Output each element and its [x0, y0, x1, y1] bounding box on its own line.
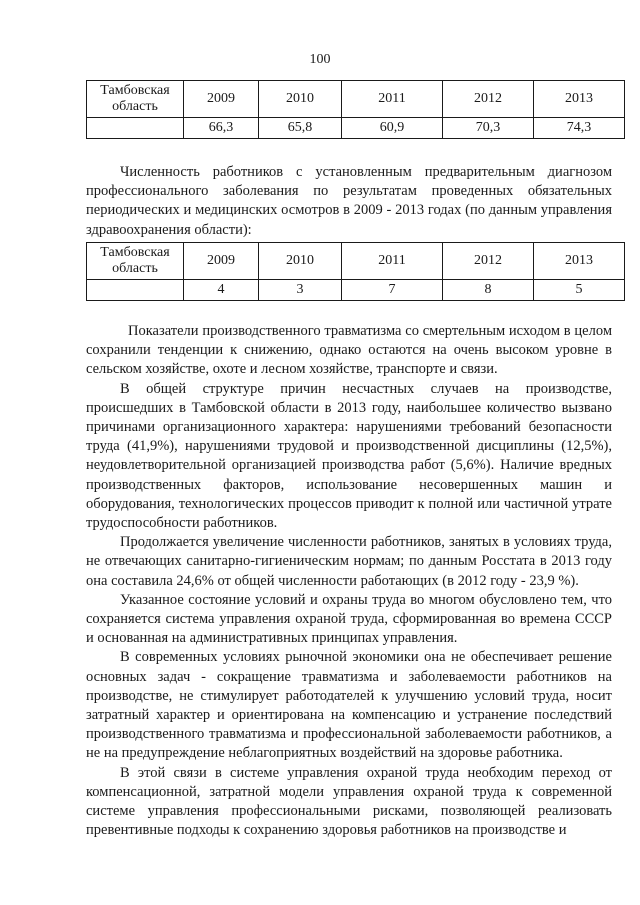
table-value-cell: 60,9 — [342, 118, 443, 139]
table-value-cell: 3 — [259, 280, 342, 301]
table-value-cell: 8 — [443, 280, 534, 301]
table-values-row — [87, 280, 625, 301]
body-paragraph: В этой связи в системе управления охраной труда необходим переход от компенсационной, затратной модели управления охраной труда к современной системе управления профессиональными рисками, позволяющей реализовать превентивные подходы к сохранению здоровья работников на производстве и — [86, 764, 612, 839]
body-paragraph: Показатели производственного травматизма со смертельным исходом в целом сохранили тенденции к снижению, однако остаются на очень высоком уровне в сельском хозяйстве, охоте и лесном хозяйстве, транспорте и связи. — [86, 323, 612, 378]
intro-paragraph-block — [86, 163, 612, 240]
body-paragraph: Указанное состояние условий и охраны труда во многом обусловлено тем, что сохраняется система управления охраной труда, сформированная во времена СССР и основанная на административных принципах управления. — [86, 591, 612, 647]
table-empty-cell — [87, 118, 184, 139]
intro-paragraph: Численность работников с установленным предварительным диагнозом профессионального заболевания по результатам проведенных обязательных периодических и медицинских осмотров в 2009 - 2013 годах (по данным управления здравоохранения области): — [86, 164, 612, 238]
table-year-cell: 2010 — [259, 243, 342, 280]
table-year-cell: 2009 — [184, 243, 259, 280]
table-year-cell: 2010 — [259, 81, 342, 118]
table-header-row — [87, 243, 625, 280]
table-year-cell: 2012 — [443, 81, 534, 118]
table-year-cell: 2011 — [342, 243, 443, 280]
table-region-values — [86, 80, 625, 139]
table-year-cell: 2013 — [534, 243, 625, 280]
table-values-row — [87, 118, 625, 139]
table-value-cell: 65,8 — [259, 118, 342, 139]
table-region-cell: Тамбовская область — [87, 81, 184, 118]
table-year-cell: 2011 — [342, 81, 443, 118]
table-header-row — [87, 81, 625, 118]
table-year-cell: 2009 — [184, 81, 259, 118]
table-year-cell: 2012 — [443, 243, 534, 280]
body-paragraph: В общей структуре причин несчастных случаев на производстве, происшедших в Тамбовской области в 2013 году, наибольшее количество вызвано причинами организационного характера: нарушениями требований безопасности труда (41,9%), нарушениями трудовой и производственной дисциплины (12,5%), неудовлетворительной организацией производства работ (5,6%). Наличие вредных производственных факторов, использование несовершенных машин и оборудования, технологических процессов приводит к полной или частичной утрате трудоспособности работников. — [86, 380, 612, 532]
table-value-cell: 5 — [534, 280, 625, 301]
table-value-cell: 7 — [342, 280, 443, 301]
table-occupational-diagnosis — [86, 242, 625, 301]
body-paragraph: Продолжается увеличение численности работников, занятых в условиях труда, не отвечающих санитарно-гигиеническим нормам; по данным Росстата в 2013 году она составила 24,6% от общей численности работающих (в 2012 году - 23,9 %). — [86, 534, 612, 589]
table-value-cell: 70,3 — [443, 118, 534, 139]
body-paragraph: В современных условиях рыночной экономики она не обеспечивает решение основных задач - сокращение травматизма и заболеваемости работников на производстве, не стимулирует работодателей к улучшению условий труда, носит затратный характер и ориентирована на компенсацию и устранение последствий производственного травматизма и профессиональной заболеваемости работников, а не на предупреждение неблагоприятных воздействий на здоровье работника. — [86, 649, 612, 762]
table-empty-cell — [87, 280, 184, 301]
table-year-cell: 2013 — [534, 81, 625, 118]
table-value-cell: 4 — [184, 280, 259, 301]
table-value-cell: 66,3 — [184, 118, 259, 139]
table-value-cell: 74,3 — [534, 118, 625, 139]
page-number: 100 — [309, 52, 331, 67]
body-text-block — [86, 322, 612, 840]
table-region-cell: Тамбовская область — [87, 243, 184, 280]
